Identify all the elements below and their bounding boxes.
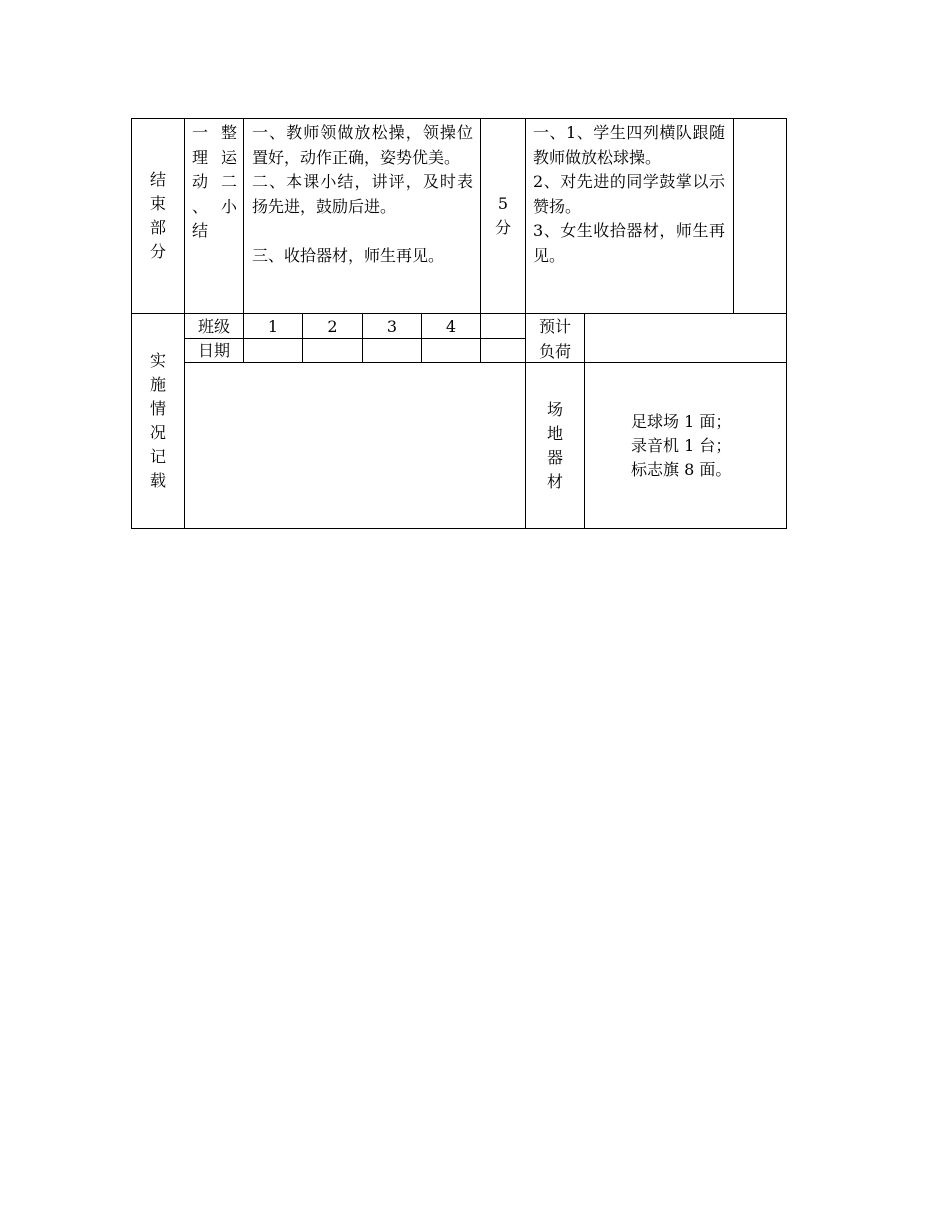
col-divider-student bbox=[733, 118, 734, 314]
end-section-label bbox=[132, 168, 184, 264]
equipment-list bbox=[631, 410, 781, 482]
class-number-3: 3 bbox=[386, 317, 398, 336]
venue-label-char: 材 bbox=[546, 472, 563, 491]
venue-label-char: 器 bbox=[546, 448, 563, 467]
row-divider-date-record bbox=[184, 362, 787, 363]
record-label-char: 实 bbox=[149, 351, 166, 370]
teacher-line: 三、收拾器材，师生再见。 bbox=[252, 245, 445, 265]
teacher-line-blank bbox=[252, 219, 473, 244]
record-label-char: 况 bbox=[149, 423, 166, 442]
teacher-line: 二、本课小结，讲评，及时表扬先进，鼓励后进。 bbox=[252, 172, 473, 216]
class-number-2: 2 bbox=[327, 317, 338, 336]
student-line: 3、女生收拾器材，师生再见。 bbox=[533, 221, 725, 265]
equipment-item: 足球场 1 面； bbox=[631, 412, 732, 431]
class-number-4: 4 bbox=[445, 317, 457, 336]
expected-load-label: 预计负荷 bbox=[538, 317, 571, 361]
end-label-char: 束 bbox=[149, 194, 166, 213]
time-allocation bbox=[481, 192, 525, 240]
end-label-char: 结 bbox=[149, 170, 166, 189]
time-value: 5 bbox=[497, 194, 509, 213]
col-divider-venue bbox=[584, 313, 585, 529]
record-label-char: 施 bbox=[149, 375, 166, 394]
teacher-line: 一、教师领做放松操，领操位置好，动作正确，姿势优美。 bbox=[252, 123, 473, 167]
table-border-top bbox=[131, 118, 787, 119]
student-line: 一、1、学生四列横队跟随教师做放松球操。 bbox=[533, 123, 725, 167]
time-unit: 分 bbox=[494, 218, 511, 237]
table-border-right bbox=[786, 118, 787, 529]
student-line: 2、对先进的同学鼓掌以示赞扬。 bbox=[533, 172, 725, 216]
record-label-char: 载 bbox=[149, 471, 166, 490]
teacher-activities bbox=[252, 121, 473, 268]
record-label-char: 记 bbox=[149, 447, 166, 466]
record-label-char: 情 bbox=[149, 399, 166, 418]
venue-label-char: 场 bbox=[546, 400, 563, 419]
date-label: 日期 bbox=[197, 341, 230, 360]
student-activities bbox=[533, 121, 725, 268]
class-number-1: 1 bbox=[267, 317, 279, 336]
content-text: 一 整 理 运 动 二 、 小结 bbox=[192, 123, 237, 240]
col-divider-class-4 bbox=[480, 313, 481, 363]
venue-equipment-label bbox=[526, 398, 584, 494]
venue-label-char: 地 bbox=[546, 424, 563, 443]
class-label: 班级 bbox=[197, 317, 230, 336]
table-border-bottom bbox=[131, 528, 787, 529]
equipment-item: 标志旗 8 面。 bbox=[631, 460, 732, 479]
end-section-content bbox=[192, 121, 237, 244]
end-label-char: 分 bbox=[149, 242, 166, 261]
record-section-label bbox=[132, 349, 184, 493]
equipment-item: 录音机 1 台； bbox=[631, 436, 732, 455]
end-label-char: 部 bbox=[149, 218, 166, 237]
